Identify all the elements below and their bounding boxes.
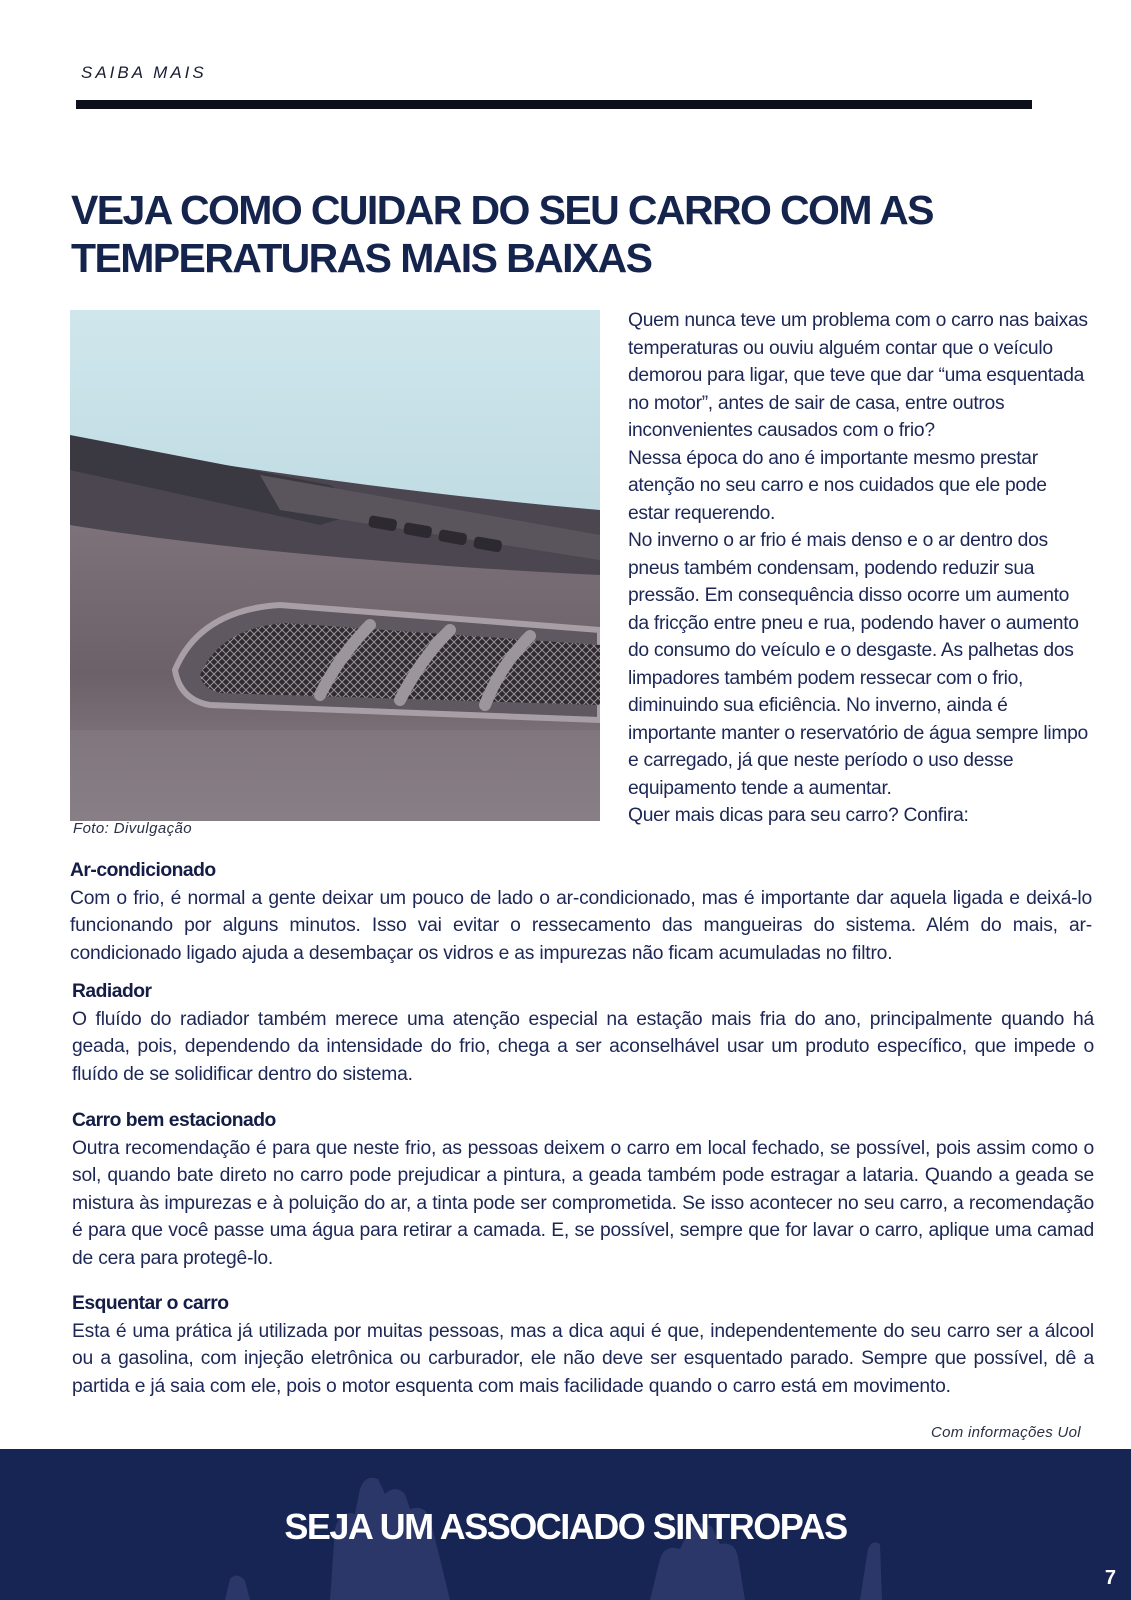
intro-paragraph: Quem nunca teve um problema com o carro nas baixas temperaturas ou ouviu alguém contar que o veículo demorou para ligar, que teve que dar “uma esquentada no motor”, antes de sair de casa, entre outros inconvenientes causados com o frio? — [628, 310, 1088, 441]
section-ar-condicionado — [70, 857, 1092, 967]
intro-text — [628, 307, 1093, 830]
page-number: 7 — [1104, 1567, 1116, 1589]
section-text: Outra recomendação é para que neste frio, as pessoas deixem o carro em local fechado, se possível, pois assim como o sol, quando bate direto no carro pode prejudicar a pintura, a geada também pode estragar a lataria. Quando a geada se mistura às impurezas e à poluição do ar, a tinta pode ser comprometida. Se isso acontecer no seu carro, a recomendação é para que você passe uma água para retirar a camada. E, se possível, sempre que for lavar o carro, aplique uma camad de cera para protegê-lo. — [72, 1137, 1094, 1269]
section-carro-bem-estacionado — [72, 1107, 1094, 1273]
section-text: Esta é uma prática já utilizada por muitas pessoas, mas a dica aqui é que, independentemente do seu carro ser a álcool ou a gasolina, com injeção eletrônica ou carburador, ele não deve ser esquentado parado. Sempre que possível, dê a partida e já saia com ele, pois o motor esquenta com mais facilidade quando o carro está em movimento. — [72, 1320, 1094, 1397]
intro-paragraph: Quer mais dicas para seu carro? Confira: — [628, 805, 969, 826]
source-note: Com informações Uol — [931, 1424, 1081, 1441]
header-rule — [76, 100, 1032, 109]
article-headline: VEJA COMO CUIDAR DO SEU CARRO COM AS TEMPERATURAS MAIS BAIXAS — [71, 187, 933, 281]
intro-paragraph: Nessa época do ano é importante mesmo prestar atenção no seu carro e nos cuidados que ele pode estar requerendo. — [628, 447, 1047, 524]
section-esquentar-o-carro — [72, 1290, 1094, 1400]
intro-paragraph: No inverno o ar frio é mais denso e o ar dentro dos pneus também condensam, podendo reduzir sua pressão. Em consequência disso ocorre um aumento da fricção entre pneu e rua, podendo haver o aumento do consumo do veículo e o desgaste. As palhetas dos limpadores também podem ressecar com o frio, diminuindo sua eficiência. No inverno, ainda é importante manter o reservatório de água sempre limpo e carregado, já que neste período o uso desse equipamento tende a aumentar. — [628, 530, 1088, 799]
section-title: Carro bem estacionado — [72, 1110, 276, 1131]
section-title: Radiador — [72, 981, 152, 1002]
section-text: O fluído do radiador também merece uma atenção especial na estação mais fria do ano, principalmente quando há geada, pois, dependendo da intensidade do frio, chega a ser aconselhável usar um produto específico, que impede o fluído de se solidificar dentro do sistema. — [72, 1008, 1094, 1085]
section-title: Ar-condicionado — [70, 860, 216, 881]
section-kicker: SAIBA MAIS — [81, 63, 207, 82]
footer-title: SEJA UM ASSOCIADO SINTROPAS — [284, 1506, 847, 1547]
section-text: Com o frio, é normal a gente deixar um pouco de lado o ar-condicionado, mas é importante dar aquela ligada e deixá-lo funcionando por alguns minutos. Isso vai evitar o ressecamento das mangueiras do sistema. Além do mais, ar-condicionado ligado ajuda a desembaçar os vidros e as impurezas não ficam acumuladas no filtro. — [70, 887, 1092, 964]
frosted-car-photo — [70, 310, 600, 821]
section-radiador — [72, 978, 1094, 1088]
section-title: Esquentar o carro — [72, 1293, 229, 1314]
photo-caption: Foto: Divulgação — [73, 820, 192, 837]
footer-banner — [0, 1449, 1131, 1600]
